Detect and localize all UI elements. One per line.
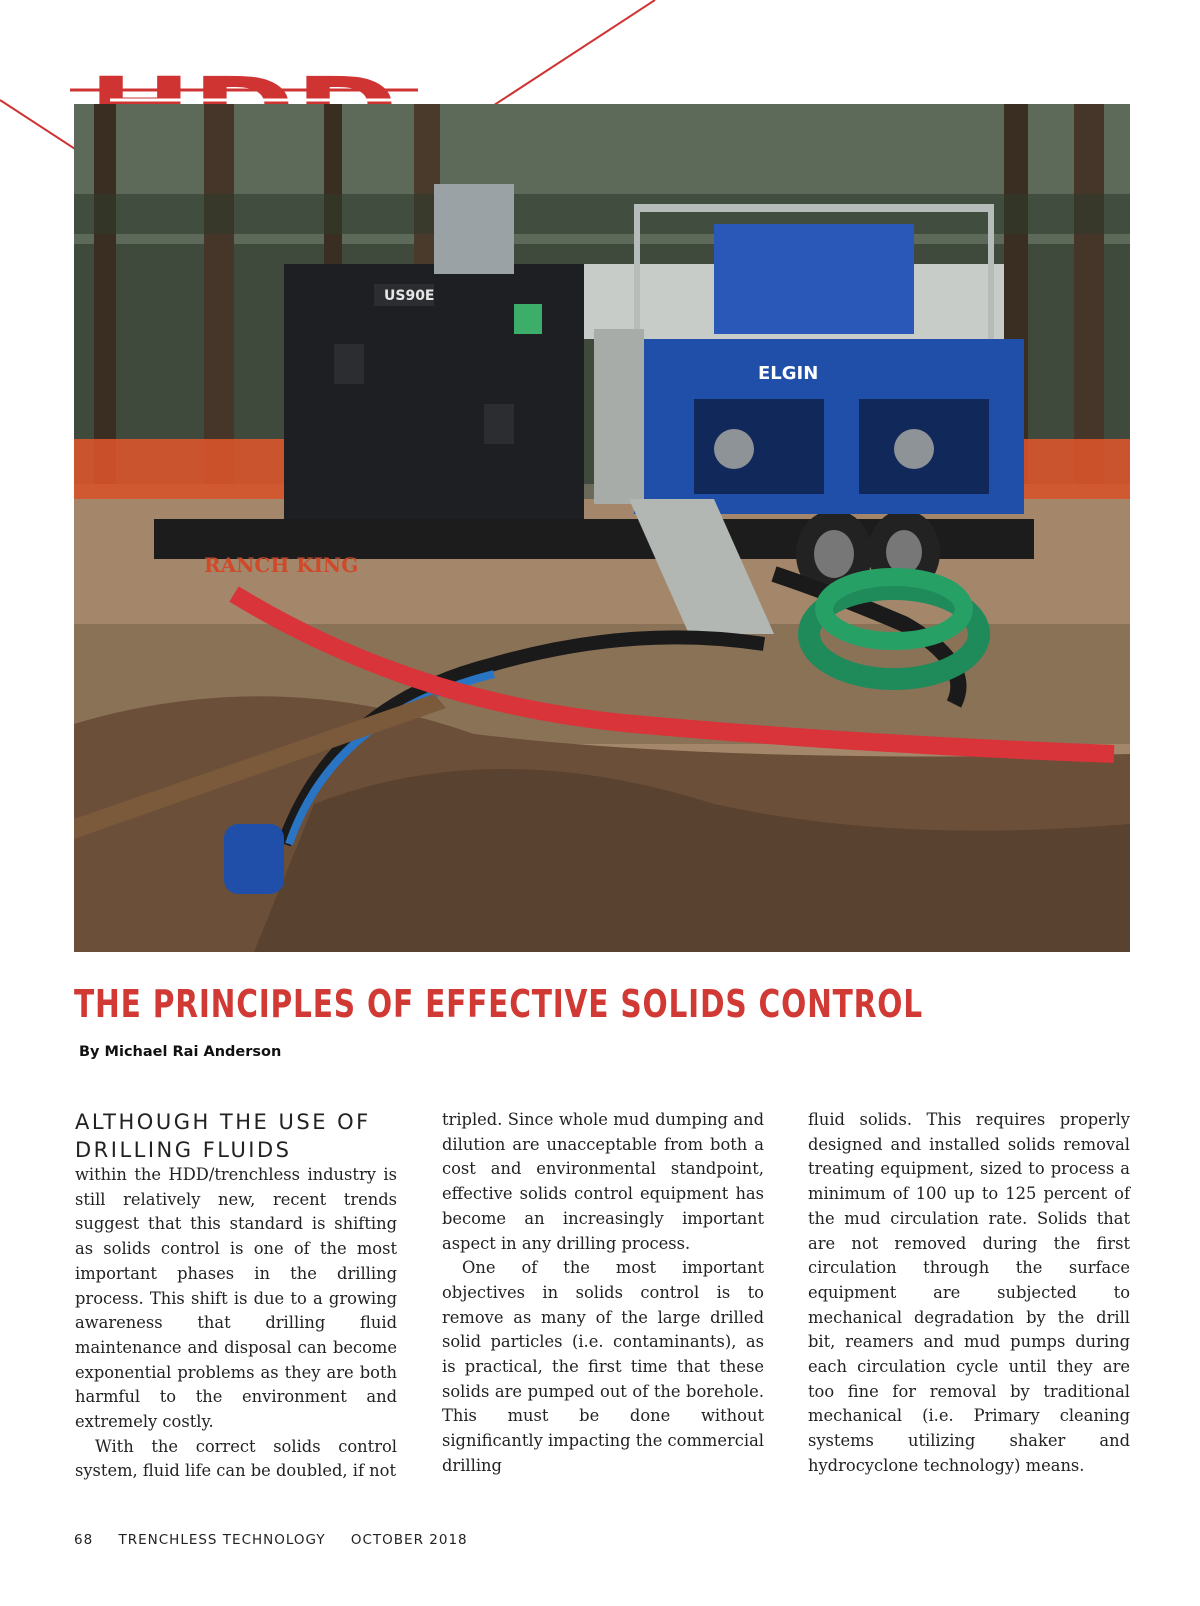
paragraph: fluid solids. This requires properly designed and installed solids removal treating equipment, sized to process a minimum of 100 up to 125 percent of the mud circulation rate. Solids that are not removed during the first circulation through the surface equipment are subjected to mechanical degradation by the drill bit, reamers and mud pumps during each circulation cycle until they are too fine for removal by traditional mechanical (i.e. Primary cleaning systems utilizing shaker and hydrocyclone technology) means. [808, 1110, 1130, 1475]
publication-name: TRENCHLESS TECHNOLOGY [118, 1532, 326, 1548]
paragraph: tripled. Since whole mud dumping and dilution are unacceptable from both a cost and environmental standpoint, effective solids control equipment has become an increasingly important aspect in any drilling process. [442, 1110, 764, 1253]
lead-in: ALTHOUGH THE USE OF DRILLING FLUIDS [75, 1110, 371, 1162]
paragraph: With the correct solids control system, fluid life can be doubled, if not [75, 1436, 397, 1481]
trailer-label: RANCH KING [204, 553, 359, 577]
paragraph: within the HDD/trenchless industry is still relatively new, recent trends suggest that this standard is shifting as solids control is one of the most important phases in the drilling process. This shift is due to a growing awareness that drilling fluid maintenance and disposal can become exponential problems as they are both harmful to the environment and extremely costly. [75, 1165, 397, 1432]
article-photo [74, 104, 1130, 952]
text-column-1 [75, 1108, 397, 1484]
page-number: 68 [74, 1532, 94, 1548]
paragraph: One of the most important objectives in solids control is to remove as many of the large drilled solid particles (i.e. contaminants), as is practical, the first time that these solids are pumped out of the borehole. This must be done without significantly impacting the commercial drilling [442, 1258, 764, 1475]
text-column-2 [442, 1108, 764, 1479]
article-headline: THE PRINCIPLES OF EFFECTIVE SOLIDS CONTROL [74, 982, 923, 1026]
tank-label: ELGIN [758, 363, 819, 384]
issue-date: OCTOBER 2018 [350, 1532, 468, 1548]
text-column-3 [808, 1108, 1130, 1479]
page-footer [74, 1532, 488, 1548]
byline: By Michael Rai Anderson [79, 1044, 282, 1060]
generator-label: US90E [384, 288, 435, 304]
